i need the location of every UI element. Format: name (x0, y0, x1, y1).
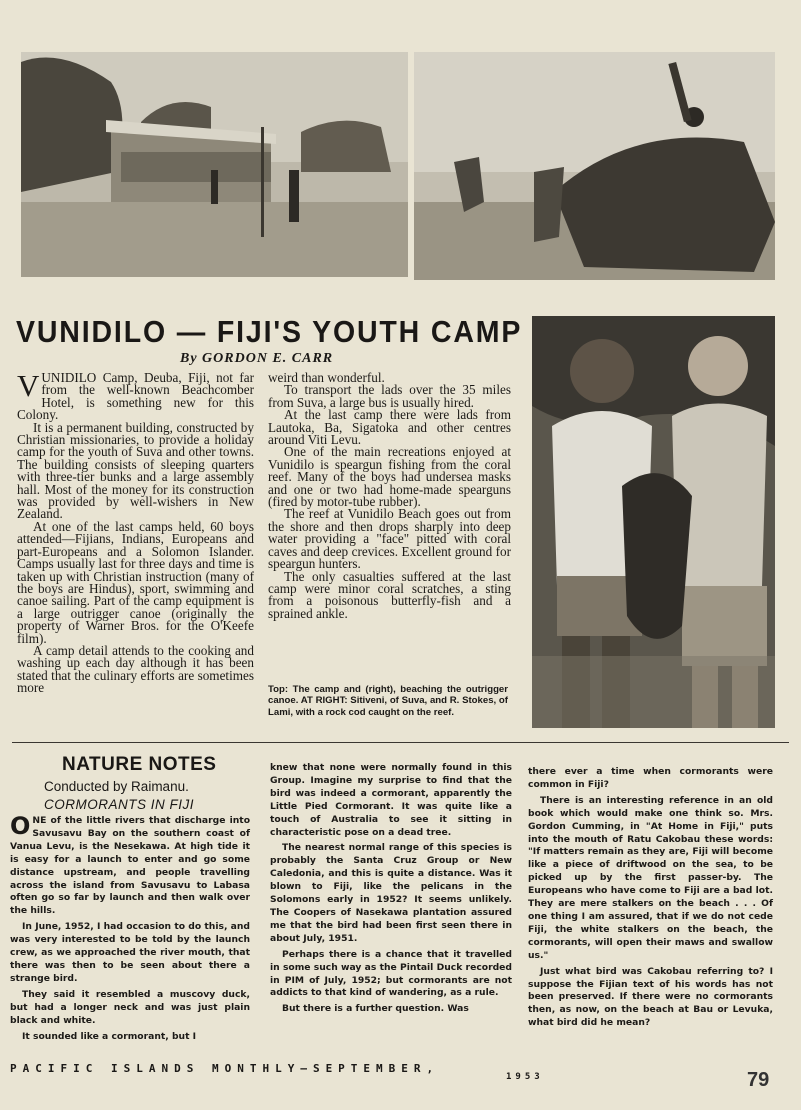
nature-notes-paragraph: there ever a time when cormorants were common in Fiji? (528, 766, 773, 790)
nature-notes-title: NATURE NOTES (62, 754, 217, 775)
footer-magazine-issue: PACIFIC ISLANDS MONTHLY—SEPTEMBER, (10, 1062, 440, 1075)
nature-notes-paragraph: The nearest normal range of this species is probably the Santa Cruz Group or New Caledonia, and this is quite a distance. Was it blown to Fiji, like the pelicans in the Solomons early in 1952? It seems unlikely. The Coopers of Nasekawa plantation assured me that the bird had been first seen there in about July, 1951. (270, 842, 512, 944)
nature-notes-column-1 (10, 812, 250, 1046)
nature-notes-column-3 (528, 766, 773, 1033)
nature-notes-paragraph: In June, 1952, I had occasion to do this, and was very interested to be told by the launch crew, as we approached the river mouth, that there was then to be seen about there a strange bird. (10, 921, 250, 984)
article-column-1 (17, 368, 254, 696)
article-column-2 (268, 372, 511, 620)
drop-cap: V (17, 368, 40, 403)
article-headline: VUNIDILO — FIJI'S YOUTH CAMP (16, 314, 523, 349)
nature-notes-column-2 (270, 762, 512, 1019)
nature-notes-paragraph: But there is a further question. Was (282, 1003, 469, 1015)
footer-year: 1953 (506, 1072, 544, 1082)
photo-camp-building (21, 52, 408, 277)
article-paragraph: It is a permanent building, constructed by Christian missionaries, to provide a holiday camp for the youth of Suva and other towns. The building consists of sleeping quarters with three-tier bunks and a large assembly hall. Most of the money for its construction was provided by well-wishers in New Zealand. (17, 419, 254, 522)
nature-notes-paragraph: Perhaps there is a chance that it travelled in some such way as the Pintail Duck recorded in PIM of July, 1952; but cormorants are not addicts to that kind of wandering, as a rule. (270, 948, 512, 999)
nature-notes-paragraph: There is an interesting reference in an old book which would make one think so. Mrs. Gordon Cumming, in "At Home in Fiji," puts into the mouth of Ratu Cakobau these words: "If matters remain as they are, Fiji will become like a piece of driftwood on the sea, to be picked up by the first passer-by. The Europeans who have come to Fiji are a bad lot. They are mere stalkers on the beach . . . Of one thing I am assured, that if we do not cede Fiji, the white stalkers on the beach, the cormorants, will open their maws and swallow us." (528, 794, 773, 961)
nature-notes-subtitle: CORMORANTS IN FIJI (44, 797, 194, 812)
article-byline: By GORDON E. CARR (180, 351, 334, 366)
photo-outrigger-canoe (414, 52, 775, 280)
article-paragraph: At the last camp there were lads from Lautoka, Ba, Sigatoka and other centres around Viti Levu. (268, 407, 511, 448)
article-paragraph: At one of the last camps held, 60 boys attended—Fijians, Indians, Europeans and part-Europeans and a Solomon Islander. Camps usually last for three days and time is taken up with Christian instruction (many of the boys are Hindus), sport, swimming and canoe sailing. Part of the camp equipment is a large outrigger canoe (originally the property of Warner Bros. for the O'Keefe film). (17, 518, 254, 646)
photo-caption: Top: The camp and (right), beaching the outrigger canoe. AT RIGHT: Sitiveni, of Suva, and R. Stokes, of Lami, with a rock cod caught on the reef. (268, 684, 508, 718)
nature-notes-paragraph: Just what bird was Cakobau referring to? I suppose the Fijian text of his words has not been preserved. If there were no cormorants then, as now, on the beach at Bau or Levuka, what bird did he mean? (528, 965, 773, 1029)
article-paragraph: The only casualties suffered at the last camp were minor coral scratches, a sting from a poisonous butterfly-fish and a sprained ankle. (268, 568, 511, 621)
nature-notes-paragraph: ONE of the little rivers that discharge into Savusavu Bay on the southern coast of Vanua Levu, is the Nesekawa. At high tide it is easy for a launch to enter and go some distance upstream, and people travelling across the island from Savusavu to Labasa often go so far by launch and then walk over the hills. (10, 812, 250, 917)
page-number: 79 (747, 1069, 770, 1091)
article-paragraph: VUNIDILO Camp, Deuba, Fiji, not far from the well-known Beachcomber Hotel, is something new for this Colony. (17, 368, 254, 423)
nature-notes-paragraph: It sounded like a cormorant, but I (22, 1030, 197, 1042)
article-paragraph: weird than wonderful. (268, 370, 385, 385)
photo-fishermen-rock-cod (532, 316, 775, 728)
nature-notes-conducted: Conducted by Raimanu. (44, 779, 189, 794)
section-divider (12, 742, 789, 743)
article-paragraph: One of the main recreations enjoyed at Vunidilo is speargun fishing from the coral reef. Many of the boys had undersea masks and one or two had home-made spearguns (fired by motor-tube rubber). (268, 444, 511, 510)
nature-notes-paragraph: They said it resembled a muscovy duck, but had a longer neck and was just plain black and white. (10, 988, 250, 1026)
article-paragraph: The reef at Vunidilo Beach goes out from the shore and then drops sharply into deep water providing a "face" pitted with coral caves and deep crevices. Excellent ground for speargun hunters. (268, 506, 511, 572)
nature-notes-paragraph: knew that none were normally found in this Group. Imagine my surprise to find that the bird was indeed a cormorant, apparently the Little Pied Cormorant. It was quite like a touch of Australia to see it sitting in characteristic pose on a dead tree. (270, 762, 512, 838)
drop-cap: O (10, 812, 31, 840)
article-paragraph: A camp detail attends to the cooking and washing up each day although it has been stated that the culinary efforts are sometimes more (17, 642, 254, 696)
article-paragraph: To transport the lads over the 35 miles from Suva, a large bus is usually hired. (268, 382, 511, 410)
